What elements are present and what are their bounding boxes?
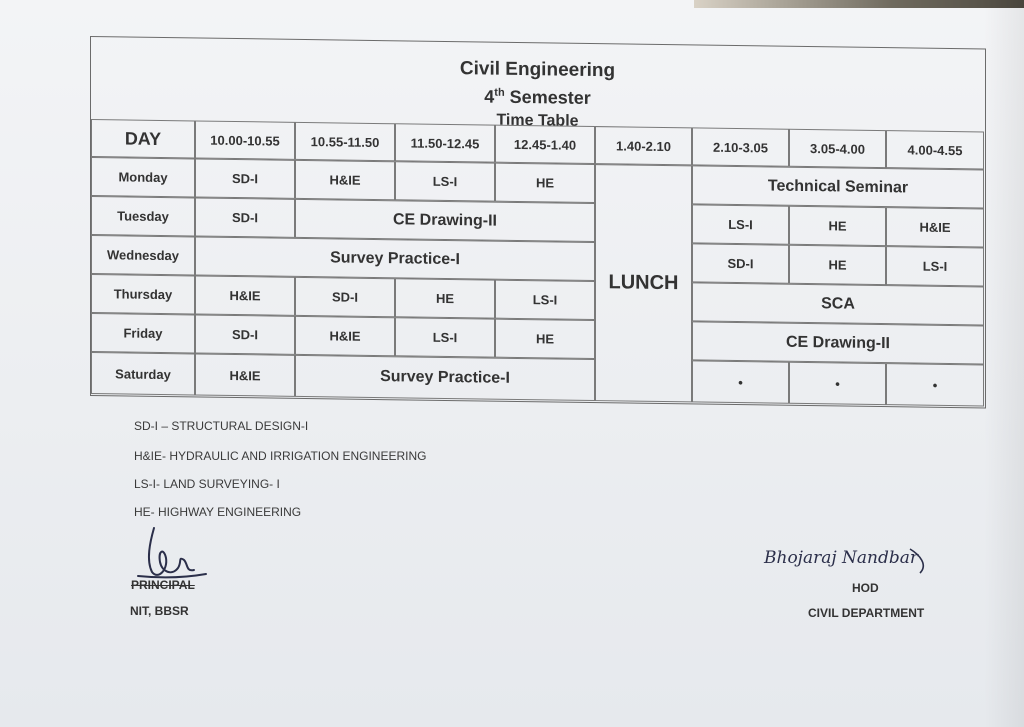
semester-title: 4th Semester [484,86,591,108]
day-label: Tuesday [91,196,195,236]
class-cell: SD-I [195,158,295,198]
class-cell: H&IE [195,275,295,315]
day-label: Friday [91,313,195,353]
dept-title: Civil Engineering [459,58,616,82]
legend-item: HE- HIGHWAY ENGINEERING [134,505,302,519]
legend-item: LS-I- LAND SURVEYING- I [134,477,280,491]
class-cell: LS-I [395,161,495,201]
day-header: DAY [91,119,195,158]
class-cell: SD-I [692,243,789,283]
background-corner [694,0,1024,8]
hod-org: CIVIL DEPARTMENT [808,606,925,620]
slot-header: 12.45-1.40 [495,125,595,164]
class-cell-merged: Survey Practice-I [195,236,595,281]
class-cell: SD-I [195,197,295,237]
slot-header: 1.40-2.10 [595,126,692,165]
hod-signature-text: Bhojaraj Nandbar [764,548,919,568]
class-cell: HE [789,245,886,285]
class-cell: SD-I [195,314,295,354]
slot-header: 4.00-4.55 [886,130,984,169]
timetable-header [91,37,984,131]
timetable-title: Time Table [496,111,579,130]
class-cell: SD-I [295,277,395,317]
class-cell: H&IE [195,353,295,396]
class-cell: HE [495,163,595,203]
class-cell: LS-I [395,317,495,357]
legend-item: SD-I – STRUCTURAL DESIGN-I [134,419,309,433]
class-cell: H&IE [295,316,395,356]
class-cell: LS-I [692,204,789,244]
day-label: Thursday [91,274,195,314]
class-cell: HE [395,278,495,318]
day-label: Saturday [91,352,195,395]
class-cell-merged: SCA [692,282,984,325]
class-cell: HE [789,206,886,246]
class-cell: HE [495,319,595,359]
paper-shadow [984,0,1024,727]
class-cell-merged: CE Drawing-II [295,199,595,242]
class-cell-merged: Technical Seminar [692,165,984,208]
empty-cell: • [886,363,984,406]
class-cell: H&IE [886,207,984,247]
day-label: Monday [91,157,195,197]
slot-header: 3.05-4.00 [789,129,886,168]
day-label: Wednesday [91,235,195,275]
legend-item: H&IE- HYDRAULIC AND IRRIGATION ENGINEERING [134,449,427,463]
class-cell: LS-I [886,246,984,286]
principal-org: NIT, BBSR [130,604,189,618]
class-cell-merged: Survey Practice-I [295,355,595,401]
slot-header: 10.00-10.55 [195,120,295,159]
hod-title: HOD [852,581,879,595]
hod-signature [760,535,940,580]
principal-title: PRINCIPAL [131,578,195,592]
lunch-cell: LUNCH [595,164,692,402]
slot-header: 2.10-3.05 [692,127,789,166]
slot-header: 11.50-12.45 [395,123,495,162]
class-cell: LS-I [495,280,595,320]
empty-cell: • [692,360,789,403]
class-cell: H&IE [295,160,395,200]
class-cell-merged: CE Drawing-II [692,321,984,364]
slot-header: 10.55-11.50 [295,122,395,161]
timetable [90,36,986,409]
empty-cell: • [789,362,886,405]
